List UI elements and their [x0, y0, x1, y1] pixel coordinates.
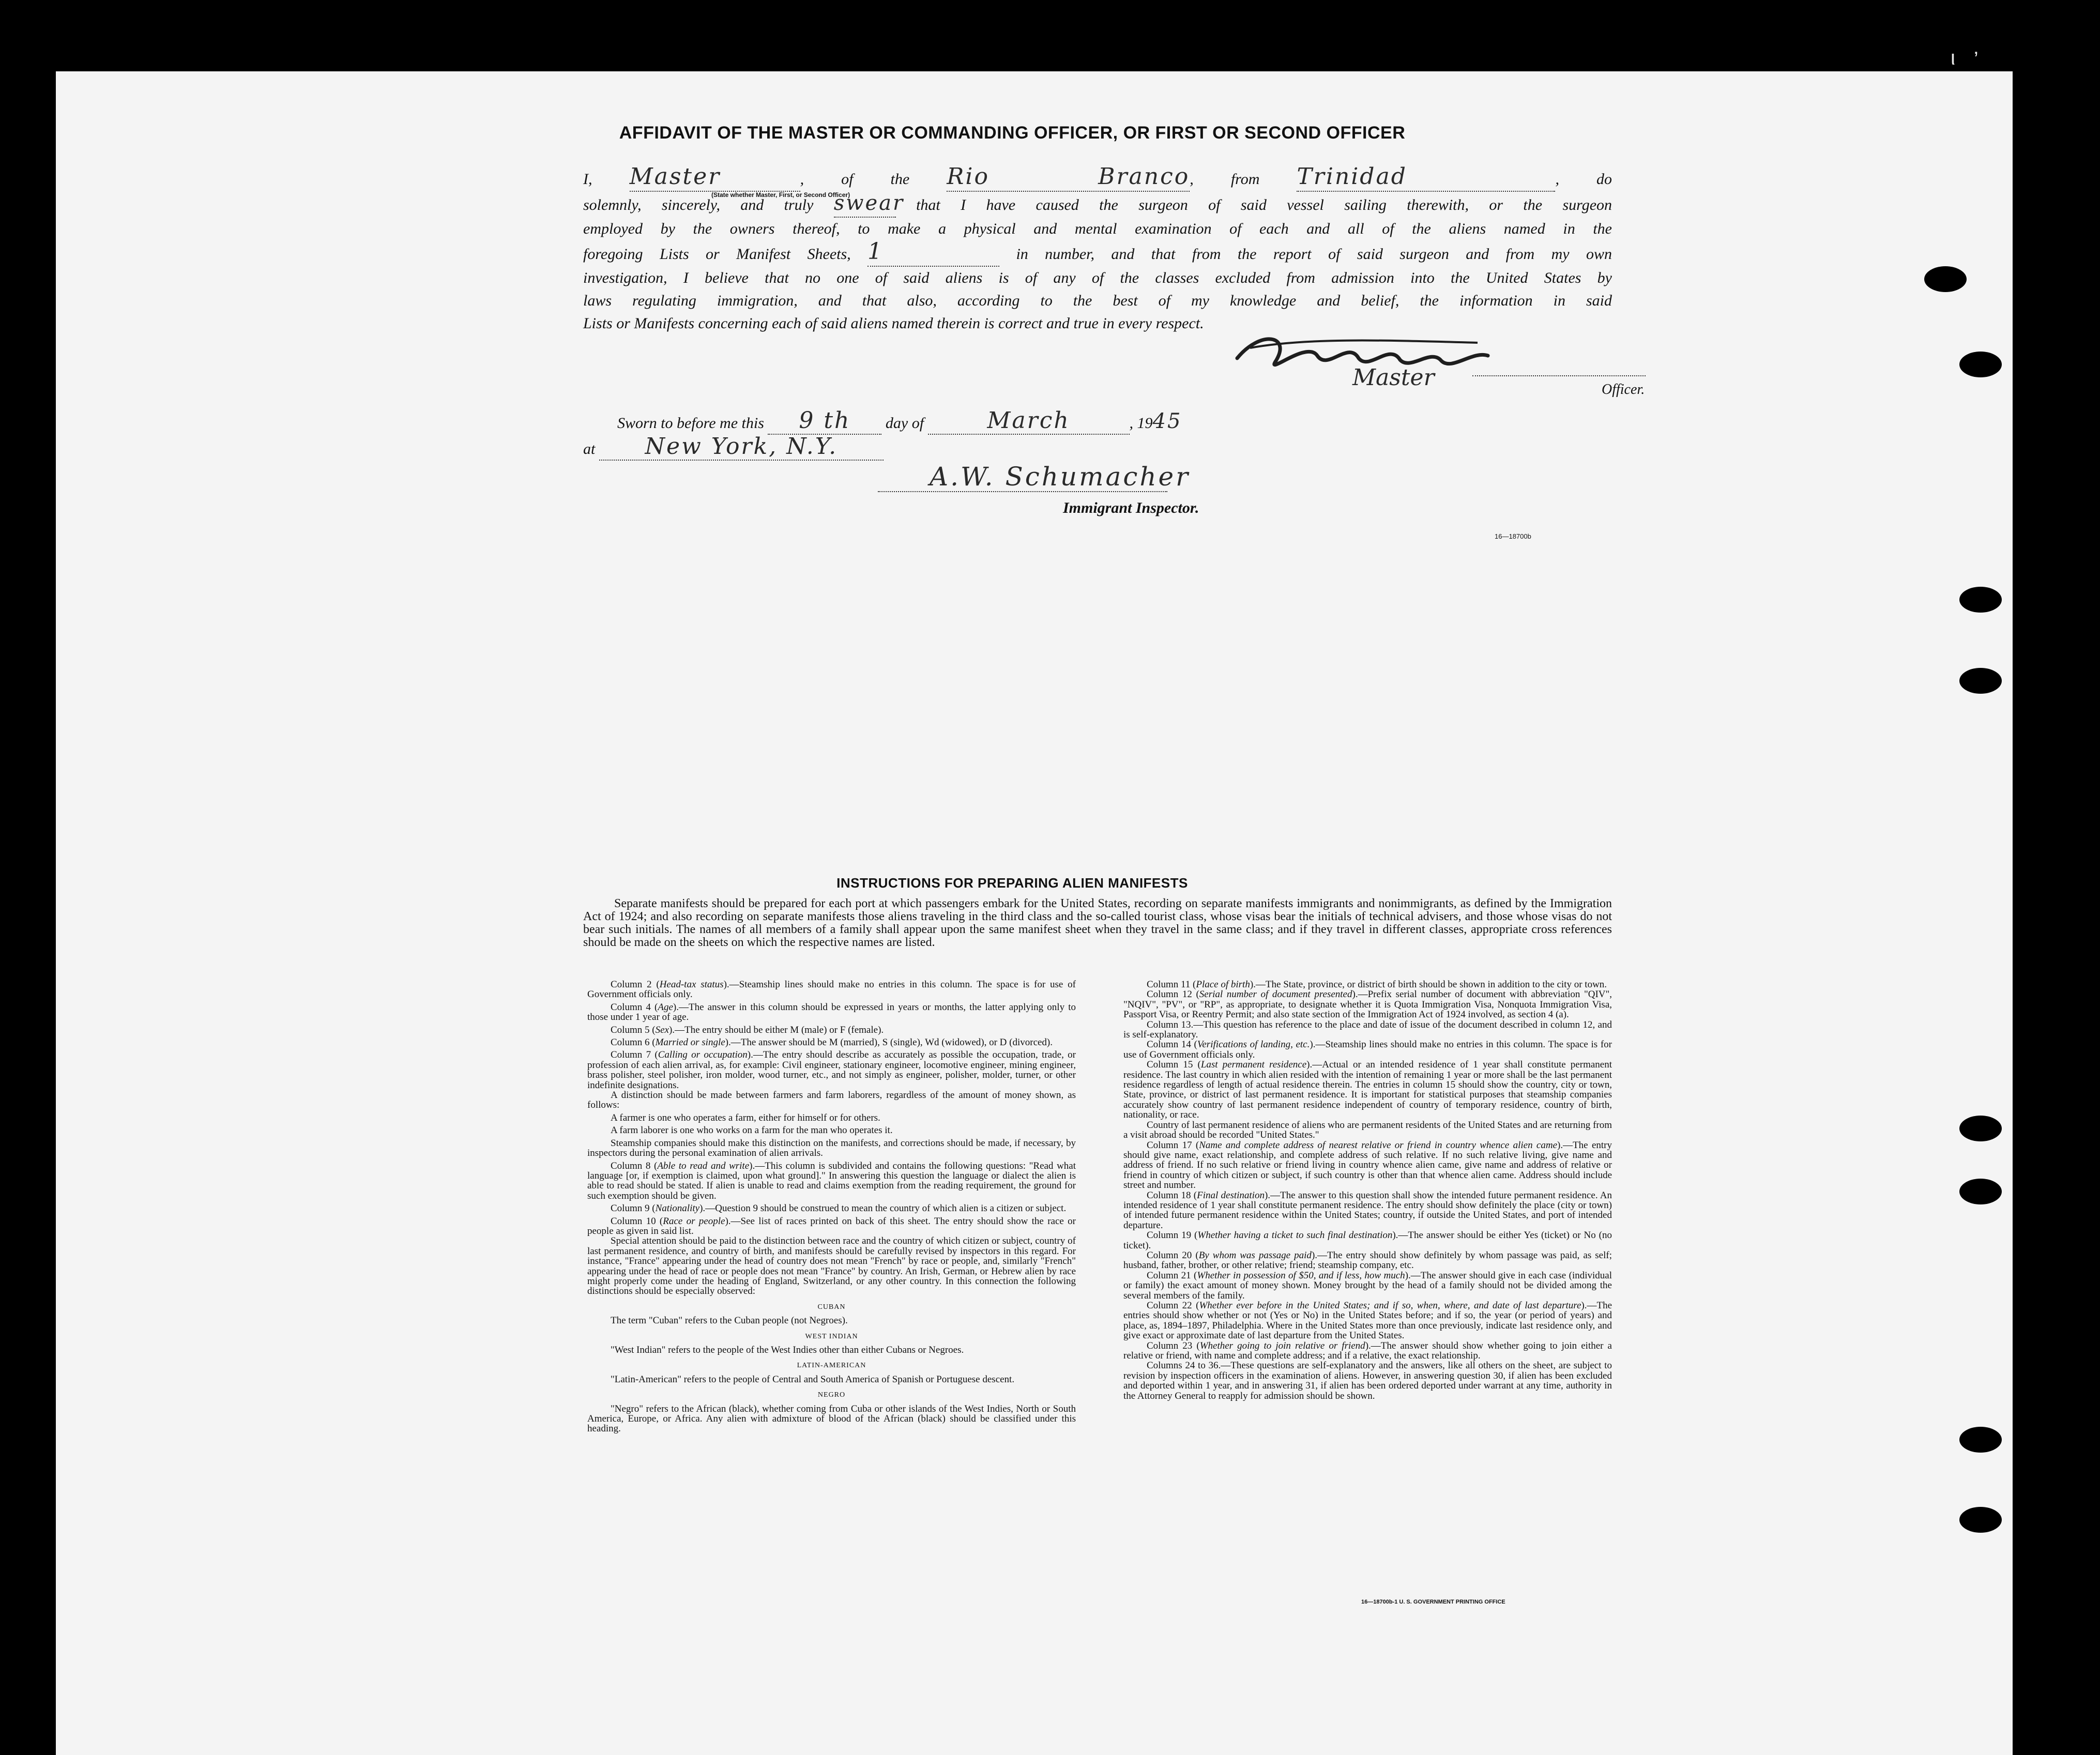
item-italic: Whether in possession of $50, and if less, how much: [1197, 1270, 1405, 1281]
form-code: 16—18700b: [1495, 532, 1531, 540]
item-head: Column 18 (: [1147, 1189, 1197, 1201]
heading-west-indian: WEST INDIAN: [805, 1332, 858, 1340]
item-italic: Whether going to join relative or friend: [1199, 1340, 1365, 1351]
oath-pre: solemnly, sincerely, and truly: [583, 196, 814, 213]
instruction-column-4: [587, 1002, 1076, 1023]
item-text: ).—The answer in this column should be expressed in years or months, the latter applying only to those under 1 year of age.: [587, 1001, 1076, 1023]
origin-field: [1297, 165, 1555, 192]
item-head: Column 5 (: [611, 1024, 656, 1035]
text-line-6: laws regulating immigration, and that also, according to the best of my knowledge and belief, the information in said: [583, 292, 1612, 309]
punch-hole: [1959, 668, 2002, 694]
item-head: Column 21 (: [1147, 1270, 1197, 1281]
rank-note: (State whether Master, First, or Second Officer): [711, 191, 850, 199]
item-head: Column 10 (: [611, 1215, 663, 1227]
instruction-paragraph: Steamship companies should make this distinction on the manifests, and corrections should be made, if necessary, by inspectors during the personal examination of alien arrivals.: [587, 1137, 1076, 1159]
item-italic: Serial number of document presented: [1199, 989, 1352, 1000]
instruction-column-17: [1123, 1140, 1612, 1191]
item-head: Column 11 (: [1147, 979, 1196, 990]
item-head: Column 8 (: [611, 1160, 658, 1171]
year-prefix: , 19: [1129, 415, 1153, 432]
instruction-column-14: [1123, 1040, 1612, 1060]
item-text: ).—Actual or an intended residence of 1 year shall constitute permanent residence. The last country in which alien resided with the intention of remaining 1 year or more shall be the last permanent residence regardless of length of actual residence therein. The entries in column 15 should show the country, city or town, State, province, or district of last permanent residence. It is important for statistical purposes that steamship companies accurately show country of last permanent residence independent of country of temporary residence, country of birth, nationality, or race.: [1123, 1059, 1612, 1121]
instruction-column-2: [587, 980, 1076, 1000]
origin-handwriting: Trinidad: [1297, 163, 1407, 190]
inspector-label: Immigrant Inspector.: [1063, 499, 1199, 516]
item-text: ).—The answer to this question shall show the intended future permanent residence. An intended residence of 1 year shall constitute permanent residence. The entry should show definitely the place (city or town) of intended future permanent residence within the United States; country, if outside the United States, and port of intended departure.: [1123, 1189, 1612, 1231]
text-line-3: employed by the owners thereof, to make a physical and mental examination of each and all of the aliens named in the: [583, 220, 1612, 237]
item-text: ).—The entry should show definitely by whom passage was paid, as self; husband, father, brother, or other relative; friend; steamship company, etc.: [1123, 1249, 1612, 1271]
signer-title: Master: [1352, 364, 1435, 391]
instruction-paragraph: A farmer is one who operates a farm, either for himself or for others.: [611, 1112, 880, 1123]
item-italic: Name and complete address of nearest relative or friend in country whence alien came: [1199, 1139, 1557, 1151]
instruction-paragraph: A distinction should be made between farmers and farm laborers, regardless of the amount of money shown, as follows:: [587, 1090, 1076, 1111]
vessel-field: [947, 165, 1190, 192]
definition-west-indian: "West Indian" refers to the people of the West Indies other than either Cubans or Negroes.: [611, 1345, 964, 1355]
sworn-line: [617, 407, 1460, 435]
instruction-paragraph: Country of last permanent residence of aliens who are permanent residents of the United States and are returning from a visit abroad should be recorded "United States.": [1123, 1119, 1612, 1141]
item-text: ).—The entry should give name, exact relationship, and complete address of such relative. If no such relative living, give name and address of friend. If no such relative or friend living in country whence alien came, give name and address of relative or friend in country of which citizen or subject, if such country is other than that whence alien came. Address should include street and number.: [1123, 1139, 1612, 1191]
item-italic: Head-tax status: [659, 979, 724, 990]
instruction-column-21: [1123, 1271, 1612, 1301]
instruction-column-12: [1123, 989, 1612, 1019]
inspector-signature: A.W. Schumacher: [930, 462, 1191, 492]
do-label: , do: [1555, 171, 1612, 188]
item-italic: By whom was passage paid: [1198, 1249, 1312, 1261]
item-text: ).—The answer should be either Yes (ticket) or No (no ticket).: [1123, 1230, 1612, 1251]
item-text: ).—The State, province, or district of birth should be shown in addition to the city or town.: [1250, 979, 1607, 990]
affidavit-title: AFFIDAVIT OF THE MASTER OR COMMANDING OFFICER, OR FIRST OR SECOND OFFICER: [619, 123, 1406, 143]
item-head: Column 9 (: [611, 1203, 656, 1214]
instruction-column-5: [587, 1025, 1076, 1035]
item-text: ).—Steamship lines should make no entries in this column. The space is for use of Government officials only.: [587, 979, 1076, 1000]
corner-mark: ʼ: [1974, 49, 1979, 71]
text-line-2: that I have caused the surgeon of said vessel sailing therewith, or the surgeon: [916, 196, 1612, 213]
heading-latin-american: LATIN-AMERICAN: [797, 1362, 866, 1370]
item-head: Column 2 (: [611, 979, 660, 990]
item-italic: Race or people: [663, 1215, 725, 1227]
item-head: Column 7 (: [611, 1049, 658, 1061]
day-handwriting: 9 th: [799, 407, 851, 434]
instruction-column-11: [1123, 980, 1612, 989]
year-handwriting: 45: [1152, 409, 1182, 433]
officer-line: [1472, 375, 1646, 376]
punch-hole: [1959, 1427, 2002, 1453]
from-label: , from: [1190, 171, 1260, 188]
instruction-paragraph: A farm laborer is one who works on a farm for the man who operates it.: [611, 1125, 893, 1136]
instruction-column-22: [1123, 1301, 1612, 1341]
text-line-4a: foregoing Lists or Manifest Sheets,: [583, 246, 851, 263]
day-field: [768, 407, 881, 435]
item-head: Column 14 (: [1147, 1039, 1197, 1050]
affidavit-line-4: [583, 240, 1612, 267]
instructions-left-column: [587, 980, 1076, 1434]
instruction-column-13: Column 13.—This question has reference to the place and date of issue of the document described in column 12, and is self-explanatory.: [1123, 1019, 1612, 1041]
item-text: ).—This column is subdivided and contains the following questions: "Read what language [or, if exemption is claimed, upon what ground]." In answering this question the language or dialect the alien is able to read should be stated. If alien is unable to read and claims exemption from the reading requirement, the ground for such exemption should be given.: [587, 1160, 1076, 1201]
definition-cuban: The term "Cuban" refers to the Cuban people (not Negroes).: [611, 1315, 848, 1326]
punch-hole: [1959, 1179, 2002, 1204]
instruction-column-23: [1123, 1341, 1612, 1361]
oath-handwriting: swear: [833, 191, 905, 215]
item-text: ).—Steamship lines should make no entries in this column. The space is for use of Government officials only.: [1123, 1039, 1612, 1060]
i-label: I,: [583, 171, 592, 188]
inspector-line: [878, 491, 1167, 492]
day-of-label: day of: [885, 415, 924, 432]
affidavit-line-1: [583, 165, 1612, 192]
punch-hole: [1959, 1116, 2002, 1141]
item-italic: Whether having a ticket to such final destination: [1197, 1230, 1393, 1241]
item-italic: Final destination: [1197, 1189, 1265, 1201]
place-handwriting: New York, N.Y.: [645, 433, 838, 460]
sworn-label: Sworn to before me this: [617, 415, 764, 432]
of-label: , of the: [800, 171, 910, 188]
text-line-5: investigation, I believe that no one of said aliens is of any of the classes excluded from admission into the United States by: [583, 269, 1612, 286]
instruction-column-6: [587, 1037, 1076, 1047]
item-text: ).—Question 9 should be construed to mean the country of which alien is a citizen or subject.: [699, 1203, 1067, 1214]
instructions-title: INSTRUCTIONS FOR PREPARING ALIEN MANIFESTS: [836, 875, 1188, 891]
item-text: ).—The answer should give in each case (individual or family) the exact amount of money shown. Money brought by the head of a family should not be divided among the several members of the family.: [1123, 1270, 1612, 1301]
vessel-handwriting: Rio Branco: [947, 163, 1190, 190]
item-italic: Last permanent residence: [1200, 1059, 1307, 1071]
item-italic: Place of birth: [1196, 979, 1250, 990]
item-italic: Verifications of landing, etc.: [1197, 1039, 1310, 1050]
instruction-paragraph: Special attention should be paid to the distinction between race and the country of which citizen or subject, country of last permanent residence, and country of birth, and manifests should be carefully revised by inspectors in this regard. For instance, "France" appearing under the head of country does not mean "French" by race or people, and, similarly "French" appearing under the head of race or people does not mean "France" by country. An Irish, German, or Hebrew alien by race might properly come under the heading of England, Switzerland, or any other country. In this connection the following distinctions should be especially observed:: [587, 1235, 1076, 1297]
item-text: ).—The entries should show whether or not (Yes or No) in the United States before; and if so, the year (or period of years) and place, as, 1894–1897, Philadelphia. Where in the United States more than once previously, indicate last residence only, and give exact or approximate date of last departure from the United States.: [1123, 1300, 1612, 1341]
instruction-column-19: [1123, 1230, 1612, 1250]
corner-mark: ι: [1951, 47, 1955, 69]
sheets-handwriting: 1: [868, 238, 884, 265]
instructions-right-column: [1123, 980, 1612, 1401]
item-head: Column 23 (: [1147, 1340, 1200, 1351]
rank-field: [630, 165, 800, 192]
text-line-4b: in number, and that from the report of said surgeon and from my own: [1016, 246, 1612, 263]
month-handwriting: March: [987, 407, 1070, 434]
document-page: [56, 47, 2013, 1755]
item-italic: Nationality: [655, 1203, 700, 1214]
instruction-column-15: [1123, 1060, 1612, 1120]
item-head: Column 4 (: [611, 1001, 658, 1013]
at-label: at: [583, 440, 596, 457]
heading-cuban: CUBAN: [817, 1303, 846, 1311]
item-text: ).—The entry should describe as accurately as possible the occupation, trade, or profession of each alien arrival, as, for example: Civil engineer, stationary engineer, locomotive engineer, mining engineer, brass polisher, steel polisher, iron molder, wood turner, etc., and not simply as engineer, polisher, molder, turner, or other indefinite designations.: [587, 1049, 1076, 1091]
printing-office-footer: 16—18700b-1 U. S. GOVERNMENT PRINTING OFFICE: [1361, 1599, 1505, 1605]
item-head: Column 19 (: [1147, 1230, 1198, 1241]
instruction-column-8: [587, 1161, 1076, 1201]
instruction-column-18: [1123, 1191, 1612, 1231]
sheets-field: [868, 240, 999, 267]
place-line: [583, 433, 884, 461]
officer-label: Officer.: [1602, 381, 1645, 398]
item-italic: Able to read and write: [657, 1160, 750, 1171]
item-italic: Calling or occupation: [658, 1049, 748, 1061]
month-field: [928, 407, 1130, 435]
punch-hole: [1959, 1507, 2002, 1533]
instruction-column-20: [1123, 1250, 1612, 1271]
instruction-column-10: [587, 1216, 1076, 1237]
definition-latin-american: "Latin-American" refers to the people of Central and South America of Spanish or Portuguese descent.: [611, 1374, 1015, 1385]
instruction-column-9: [587, 1203, 1076, 1213]
item-text: ).—See list of races printed on back of this sheet. The entry should show the race or people as given in said list.: [587, 1215, 1076, 1237]
item-italic: Whether ever before in the United States; and if so, when, where, and date of last departure: [1199, 1300, 1581, 1311]
instructions-intro: Separate manifests should be prepared for each port at which passengers embark for the United States, recording on separate manifests immigrants and nonimmigrants, as defined by the Immigration Act of 1924; and also recording on separate manifests those aliens traveling in the third class and the so-called tourist class, whose visas bear the initials of technical advisers, and those whose visas do not bear such initials. The names of all members of a family shall appear upon the same manifest sheet when they travel in the same class; and if they travel in different classes, appropriate cross references should be made on the sheets on which the respective names are listed.: [583, 897, 1612, 949]
heading-negro: NEGRO: [817, 1391, 846, 1399]
definition-negro: "Negro" refers to the African (black), whether coming from Cuba or other islands of the West Indies, North or South America, Europe, or Africa. Any alien with admixture of blood of the African (black) should be classified under this heading.: [587, 1403, 1076, 1434]
item-italic: Age: [658, 1001, 673, 1013]
item-head: Column 12 (: [1147, 989, 1199, 1000]
item-head: Column 15 (: [1147, 1059, 1201, 1071]
rank-handwriting: Master: [629, 163, 721, 190]
place-field: [599, 433, 884, 461]
item-text: ).—The answer should be M (married), S (single), Wd (widowed), or D (divorced).: [725, 1037, 1053, 1048]
punch-hole: [1959, 587, 2002, 613]
punch-hole: [1959, 352, 2002, 377]
item-text: ).—Prefix serial number of document with abbreviation "QIV", "NQIV", "PV", or "RP", as appropriate, to designate whether it is Quota Immigration Visa, Nonquota Immigration Visa, Passport Visa, or Reentry Permit; and also state section of the Immigration Act of 1924 involved, as section 4 (a).: [1123, 989, 1612, 1020]
instruction-columns-24-36: Columns 24 to 36.—These questions are self-explanatory and the answers, like all others on the sheet, are subject to revision by inspection officers in the examination of aliens. However, in answering question 30, if alien has been excluded and deported within 1 year, and in answering 31, if alien has been ordered deported under warrant at any time, authority in the Attorney General to reapply for admission should be shown.: [1123, 1360, 1612, 1401]
instruction-column-7: [587, 1050, 1076, 1090]
item-text: ).—The answer should show whether going to join either a relative or friend, with name and complete address; and if a relative, the exact relationship.: [1123, 1340, 1612, 1362]
item-head: Column 6 (: [611, 1037, 656, 1048]
item-head: Column 22 (: [1147, 1300, 1199, 1311]
item-head: Column 17 (: [1147, 1139, 1199, 1151]
punch-hole: [1924, 266, 1967, 292]
item-italic: Married or single: [655, 1037, 725, 1048]
item-text: ).—The entry should be either M (male) or F (female).: [668, 1024, 884, 1035]
item-head: Column 20 (: [1147, 1249, 1199, 1261]
text-line-7: Lists or Manifests concerning each of said aliens named therein is correct and true in every respect.: [583, 315, 1204, 332]
item-italic: Sex: [655, 1024, 669, 1035]
